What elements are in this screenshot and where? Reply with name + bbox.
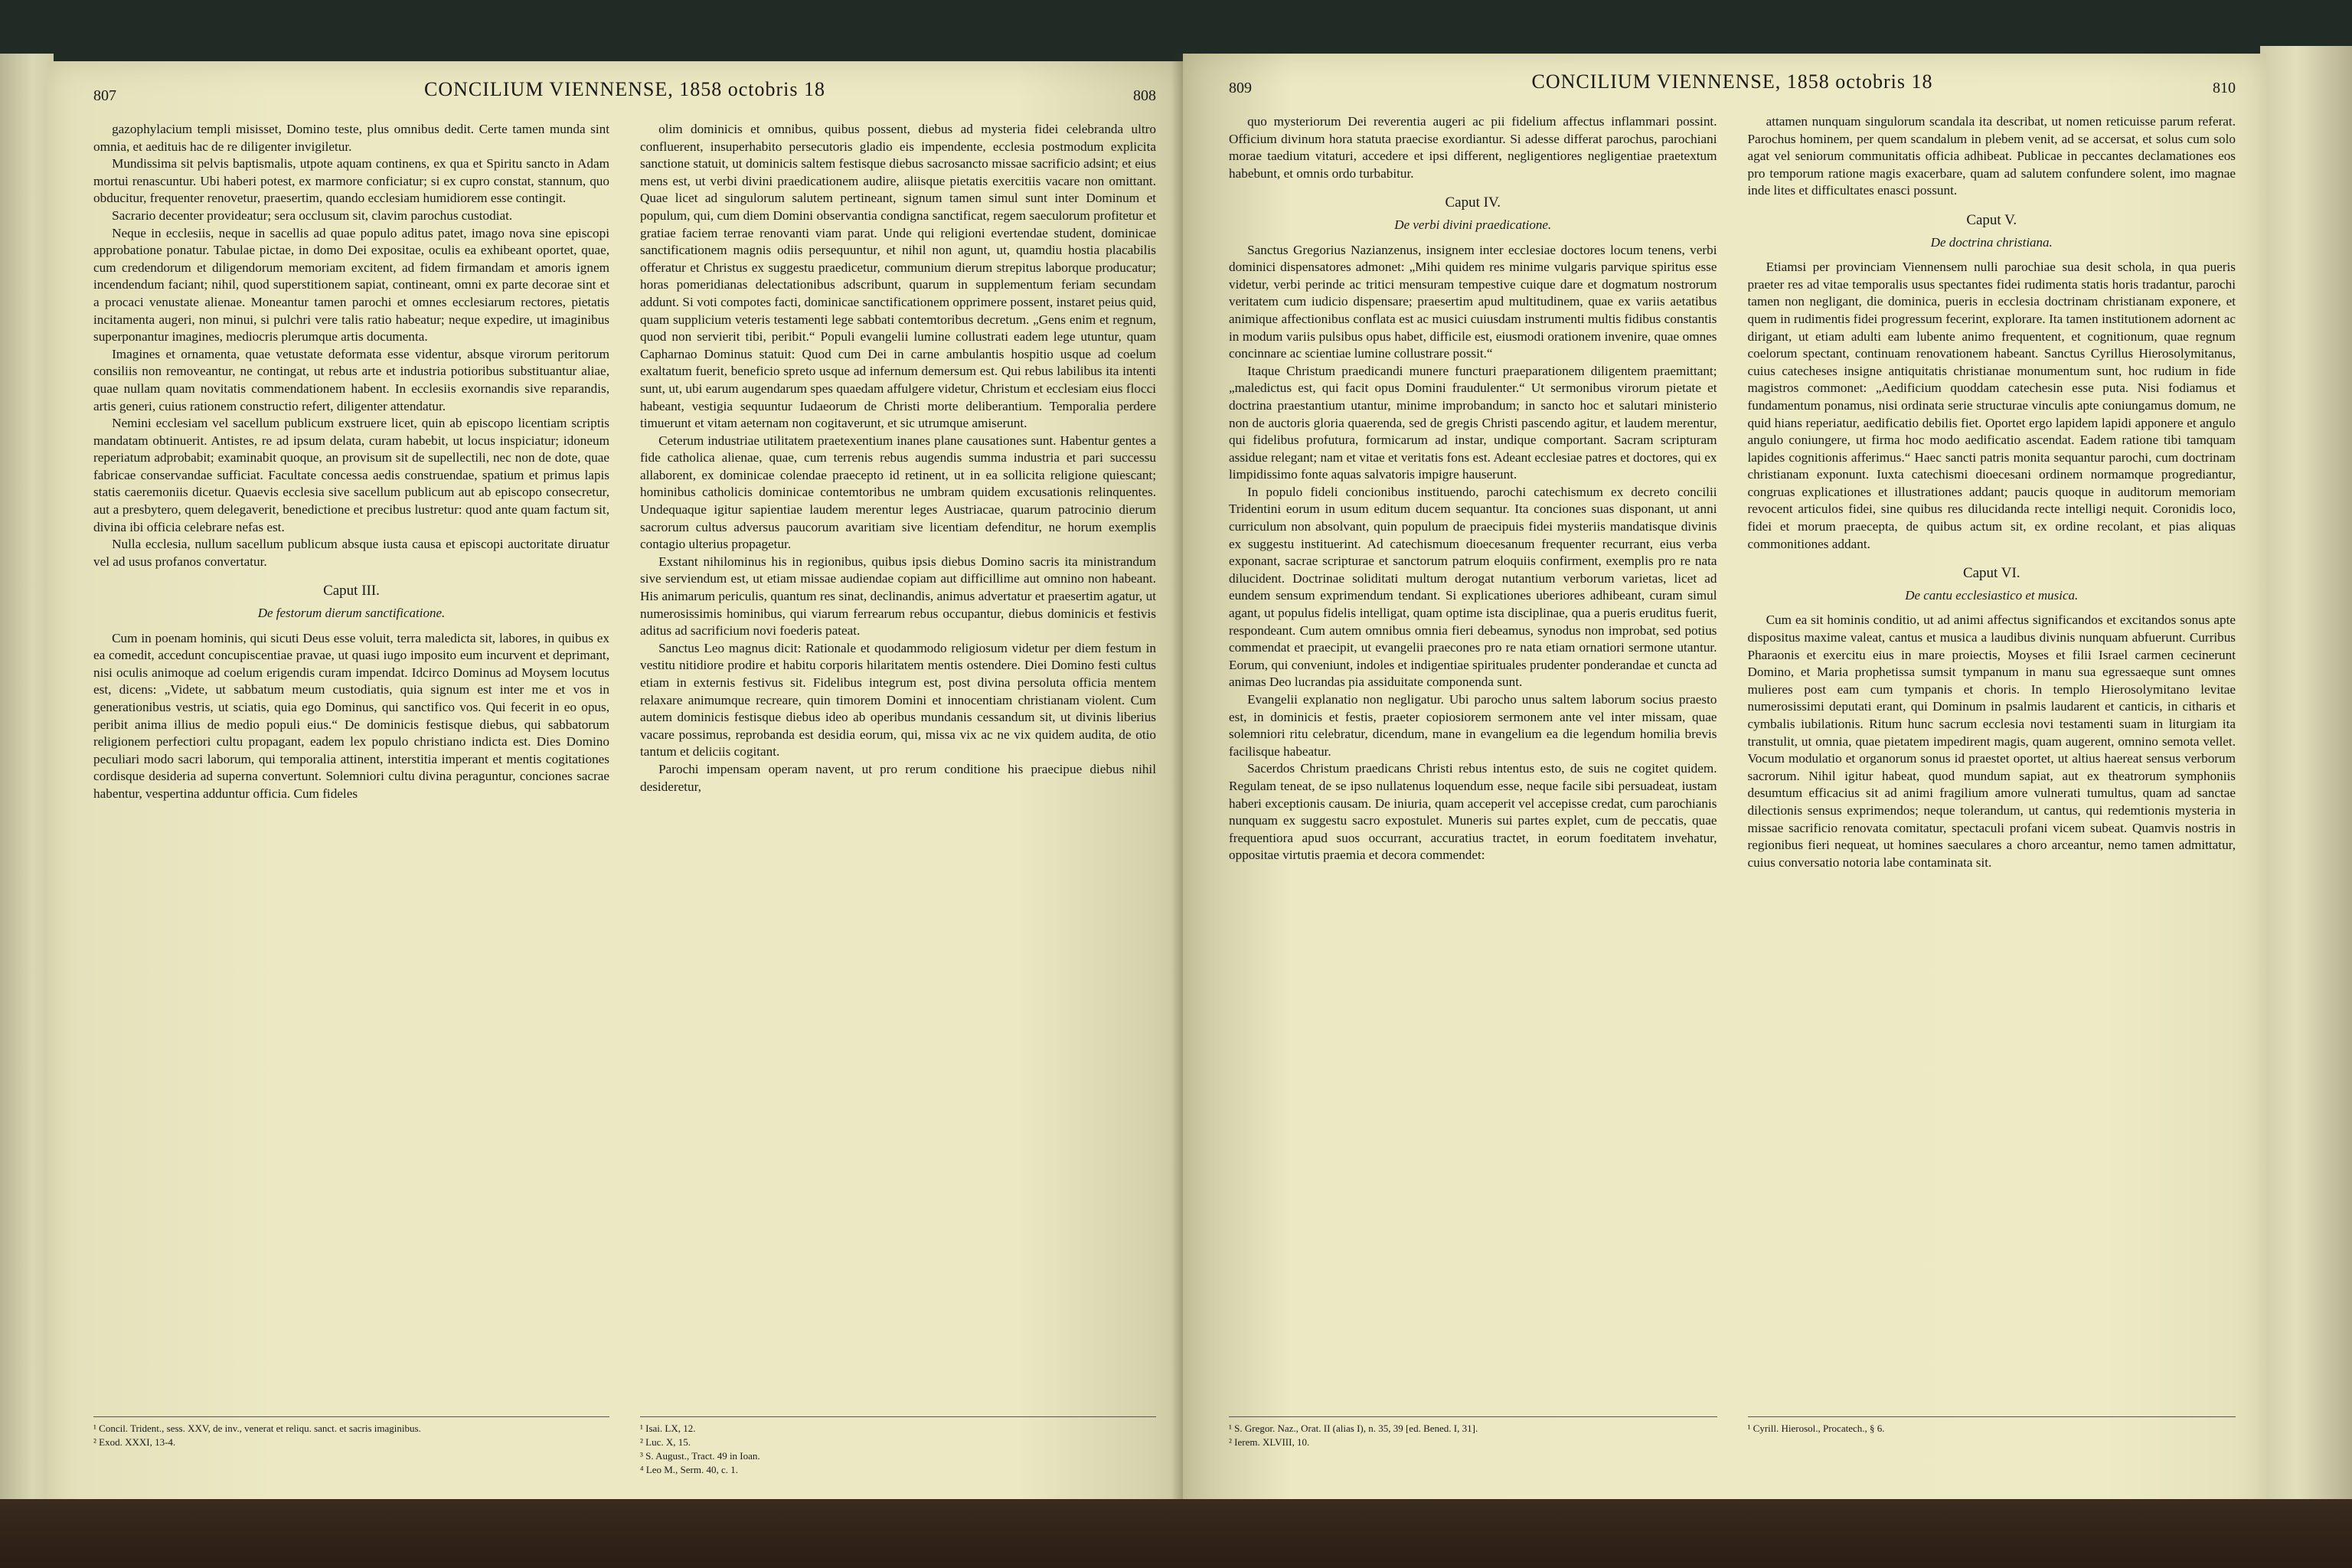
paragraph: Nemini ecclesiam vel sacellum publicum exstruere licet, quin ab episcopo licentiam scriptis mandatam obtinuerit. Antistes, re ad ipsum delata, curam habebit, ut locus inspiciatur; idoneum reperiatum adprobabit; examinabit quoque, an provisum sit de supellectili, nec non de dote, quae fabricae conservandae sufficiat. Facultate concessa aedis construendae, spatium et primus lapis statis caeremoniis dicetur. Quaevis ecclesia sive sacellum publicum aut ab episcopo consecretur, aut a presbytero, quem delegaverit, benedictione et precibus lustretur: quod ante quam factum sit, divina ibi officia celebrare nefas est. [93, 416, 609, 534]
paragraph: Parochi impensam operam navent, ut pro rerum conditione his praecipue diebus nihil desideretur, [640, 761, 1156, 794]
paragraph: Etiamsi per provinciam Viennensem nulli parochiae sua desit schola, in qua pueris praeter res ad vitae temporalis usus spectantes fidei rudimenta statis horis tradantur, parochi tamen non negligant, die dominica, pueris in ecclesia doctrinam christianam exponere, et quem in rudimentis fidei progressum fecerint, explorare. Ita tamen institutionem adornent ac dirigant, ut etiam adulti eam lubente animo frequentent, et cognitionum, quae regnum coelorum spectant, continuam renovationem habeant. Sanctus Cyrillus Hierosolymitanus, cuius catecheses insigne antiquitatis christianae monumentum sunt, hoc rudium in fide magistros commonet: „Aedificium quoddam catechesin esse puta. Nisi fodiamus et fundamentum ponamus, nisi ordinata serie structurae vinculis apte coniungamus domum, ne quid hians reperiatur, aedificatio debilis fiet. Oportet ergo lapidem lapidi apponere et angulo angulo coniungere, ut firma hoc modo aedificatio ascendat. Eadem ratione tibi tamquam lapides cognitionis afferimus.“ Haec sancti patris monita sequantur parochi, cum doctrinam christianam exponunt. Iuxta catechismi dioecesani ordinem normamque progrediantur, congruas explicationes et illustrationes addant; paucis quoque in auditorum memoriam revocent articulos fidei, sine quibus res dilucidanda recte intelligi nequit. Coronidis loco, fidei et morum praecepta, de quibus actum sit, ex ordine recolant, et pias aliquas commonitiones addant. [1747, 260, 2236, 551]
table-surface [0, 1499, 2352, 1568]
paragraph: Mundissima sit pelvis baptismalis, utpote aquam continens, ex qua et Spiritu sancto in Adam mortui renascuntur. Ubi haberi potest, ex marmore conficiatur; si ex cupro constat, stannum, quo obducitur, frequenter renovetur, praesertim, quando ecclesiam humidiorem esse contingit. [93, 156, 609, 206]
paragraph: gazophylacium templi misisset, Domino teste, plus omnibus dedit. Certe tamen munda sint omnia, et aedituis hac de re diligenter invigiletur. [93, 122, 609, 154]
left-page [47, 61, 1187, 1531]
right-page-column-2 [1748, 113, 2236, 1409]
paragraph: Ceterum industriae utilitatem praetexentium inanes plane causationes sunt. Habentur gentes a fide catholica alienae, quae, cum terrenis rebus augendis summa industria et pari successu allaborent, ex dominicae colendae praecepto id retinent, ut in ea sollicita religione quiescant; hominibus catholicis dominicae contemtoribus ne umbram quidem excusationis relinquentes. Undequaque igitur sapientiae laudem merentur leges Austriacae, quarum patrocinio dierum sacrorum cultus adversus paucorum avaritiam sive licentiam defenditur, ne horum exemplis contagio ulterius propagetur. [640, 433, 1156, 552]
paragraph: Itaque Christum praedicandi munere functuri praeparationem diligentem praemittant; „maledictus est, qui facit opus Domini fraudulenter.“ Ut sermonibus virorum pietate et doctrina praestantium utantur, minime improbandum; in sancto hoc et salutari ministerio non de auctoris gloria quaerenda, sed de gregis Christi pascendo agitur, et laudem merentur, qui fidelibus profutura, formicarum ad instar, undique comportant. Sacram scripturam assidue relegant; nam et vitae et veritatis fons est. Adeant ecclesiae patres et doctores, qui ex limpidissimo fonte aquas salvatoris impigre hauserunt. [1229, 363, 1717, 482]
footnote: ¹ Cyrill. Hierosol., Procatech., § 6. [1747, 1423, 1885, 1434]
chapter-subtitle: De doctrina christiana. [1930, 234, 2053, 250]
footnotes-column-1 [1229, 1416, 1717, 1485]
paragraph: Evangelii explanatio non negligatur. Ubi parocho unus saltem laborum socius praesto est, in dominicis et festis, praeter copiosiorem sermonem ante vel inter missam, quae solemniori ritu celebratur, dicendum, mane in evangelium ea die legendum homilia brevis facilisque habeatur. [1229, 692, 1717, 759]
paragraph: olim dominicis et omnibus, quibus possent, diebus ad mysteria fidei celebranda ultro confluerent, insuperhabito persecutoris gladio eis impendente, ecclesia postmodum explicita sanctione statuit, ut dominicis saltem festisque diebus sacrosancto missae sacrificio adsint; et eius mens est, ut verbi divini praedicationem audire, aliisque pietatis exercitiis vacare non omittant. Quae licet ad singulorum salutem pertineant, signum tamen simul sunt inter Dominum et populum, qui, cum diem Domini observantia condigna sanctificat, regem saeculorum profitetur et gratiae faciem terrae renovanti viam parat. Unde qui religioni evertendae student, dominicae sanctificationem magnis odiis persequuntur, et nihil non agunt, ut, quamdiu hostia placabilis offeratur et Christus ex suggestu praedicetur, communium dierum strepitus laborque producatur; horas pomeridianas delectationibus adscribunt, quarum in supplementum feriam secundam addunt. Si voti compotes facti, dominicae sanctificationem opprimere possent, instaret peius quid, quam supplicium veteris testamenti lege sabbati contemtoribus decretum. „Gens enim et regnum, quod non servierit tibi, peribit.“ Populi evangelii lumine collustrati eadem lege utuntur, quam Capharnao Dominus statuit: Quod cum Dei in carne ambulantis hospitio usque ad coelum exaltatum fuerit, beneficio spreto usque ad infernum demersum est. Qui rebus labilibus ita intenti sunt, ut, ubi earum augendarum spes quaedam affulgere videtur, Christum et ecclesiam eius flocci habeant, vestigia sequuntur Iudaeorum de Christi morte deliberantium. Temporalia perdere timuerunt et vitam aeternam non cogitaverunt, et sic utrumque amiserunt. [640, 122, 1156, 431]
book-page-edges-left [0, 54, 54, 1531]
paragraph: Imagines et ornamenta, quae vetustate deformata esse videntur, absque virorum peritorum consiliis non removeantur, ne contingat, ut rebus arte et industria potioribus substituantur aliae, quae nullam quam novitatis commendationem habent. In ecclesiis exornandis sive reparandis, artis generi, cuius rationem constructio refert, diligenter attendatur. [93, 346, 609, 413]
paragraph: Exstant nihilominus his in regionibus, quibus ipsis diebus Domino sacris ita ministrandum sive serviendum est, ut etiam missae audiendae copiam aut difficillime aut omnino non habeant. His animarum periculis, quantum res sinat, declinandis, animus advertatur et praesertim agatur, ut numerosissimis hominibus, qui viarum ferrearum rebus occupantur, diebus dominicis et festivis aditus ad sacrificium novi foederis pateat. [640, 554, 1156, 639]
chapter-subtitle: De festorum dierum sanctificatione. [257, 606, 446, 621]
right-page-footnotes [1229, 1416, 2236, 1485]
paragraph: Cum ea sit hominis conditio, ut ad animi affectus significandos et excitandos sonus apte dispositus maxime valeat, cantus et musica a laudibus divinis nunquam abfuerunt. Curribus Pharaonis et exercitu eius in mare proiectis, Moyses et filii Israel carmen cecinerunt Domino, et Maria prophetissa sumsit tympanum in manu sua egressaeque sunt omnes mulieres post eam cum tympanis et choris. In templo Hierosolymitano levitae numerosissimi deputati erant, qui Dominum in psalmis laudarent et canticis, in citharis et cymbalis iubilationis. Ritum hunc sacrum ecclesia novi testamenti suam in liturgiam ita transtulit, ut omnia, quae pietatem impedirent magis, quam augerent, omnino semota vellet. Vocum modulatio et organorum sonus id praestet oportet, ut altius haereat sensus verborum sacrorum. Nihil igitur habeat, quod mundum sapiat, aut ex theatrorum symphoniis desumtum efficacius sit ad animi fragilium amore vulnerati tumultus, quam ad sanctae dilectionis sensus exprimendos; neque tolerandum, ut cantus, qui redemtionis mysteria in missae sacrificio renovata comitatur, spectaculi profani vicem subeat. Quamvis nostris in regionibus fieri nequeat, ut homines saeculares a choro arceantur, nemo tamen admittatur, cuius conversatio notoria labe contaminata sit. [1747, 612, 2236, 870]
footnotes-column-2 [1748, 1416, 2236, 1485]
right-page-header [1229, 70, 2236, 101]
chapter-heading: Caput IV. [1445, 194, 1501, 211]
page-number-810: 810 [2213, 80, 2236, 96]
paragraph: Neque in ecclesiis, neque in sacellis ad quae populo aditus patet, imago nova sine episcopi approbatione ponatur. Tabulae pictae, in domo Dei expositae, oculis ea exhibeant oportet, quae, cum credendorum et diligendorum memoriam excitent, ad fidem firmandam et amoris ignem incendendum faciant; nihil, quod superstitionem sapiat, contineant, omni ex parte decorae sint et a procaci venustate alienae. Moneantur tamen parochi et omnes ecclesiarum rectores, pietatis incitamenta augeri, non minui, si pulchri vere talis ratio habeatur; neque expedire, ut imaginibus superponantur imagines, mediocris plerumque artis documenta. [93, 225, 609, 345]
book-page-edges-right [2260, 46, 2352, 1524]
left-page-footnotes [93, 1416, 1156, 1485]
footnote: ² Exod. XXXI, 13-4. [93, 1436, 176, 1448]
left-page-columns [93, 121, 1156, 1409]
paragraph: Sacrario decenter provideatur; sera occlusum sit, clavim parochus custodiat. [112, 207, 513, 223]
paragraph: Sacerdos Christum praedicans Christi rebus intentus esto, de suis ne cogitet quidem. Regulam teneat, de se ipso nullatenus loquendum esse, neque facile sibi persuadeat, iustam haberi exceptionis causam. De iniuria, quam acceperit vel accepisse credat, cum parochianis nunquam ex suggestu sacro expostulet. Muneris sui partes explet, cum de peccatis, quae frequentiora apud suos occurrant, accuratius tractet, in eorum foeditatem invehatur, oppositae virtutis praemia et decora commendet: [1229, 761, 1717, 863]
footnotes-column-1 [93, 1416, 609, 1485]
chapter-subtitle: De verbi divini praedicatione. [1394, 217, 1552, 232]
paragraph: Cum in poenam hominis, qui sicuti Deus esse voluit, terra maledicta sit, labores, in quibus ex ea comedit, accedunt concupiscentiae pravae, ut quasi iugo imposito eum incurvent et deprimant, nisi oculis animoque ad coelum erigendis curam impendat. Idcirco Dominus ad Moysem locutus est, dicens: „Videte, ut sabbatum meum custodiatis, quia signum est inter me et vos in generationibus vestris, ut sciatis, quia ego Dominus, qui sanctifico vos. Qui fecerit in eo opus, peribit anima illius de medio populi eius.“ De dominicis festisque diebus, qui sabbatorum religionem perfectiori cultu propagant, eadem lex populo christiano indicta est. Dies Domino peculiari modo sacri laborum, qui temporalia attinent, interstitia imperant et mentis cogitationes cordisque desideria ad superna convertunt. Solemniori cultu divina peraguntur, conciones sacrae habentur, vespertina adduntur officia. Cum fideles [93, 630, 609, 801]
footnote: ¹ S. Gregor. Naz., Orat. II (alias I), n. 35, 39 [ed. Bened. I, 31]. [1229, 1423, 1478, 1434]
left-page-header [93, 78, 1156, 109]
paragraph: quo mysteriorum Dei reverentia augeri ac pii fidelium affectus inflammari possint. Officium divinum hora statuta praecise exordiantur. Si adesse differat parochus, parochiani morae taedium vitaturi, accedere et ipsi different, negligentiores negligentiae praetextum habebunt, et omnis ordo turbabitur. [1229, 114, 1717, 181]
paragraph: Sanctus Leo magnus dicit: Rationale et quodammodo religiosum videtur per diem festum in vestitu nitidiore prodire et habitu corporis hilaritatem mentis ostendere. Diei Domino festi cultus etiam in externis festivus sit. Fidelibus integrum est, post divina persoluta officia mentem relaxare animumque recreare, quin timorem Domini et innocentiam christianam violent. Cum autem dominicis festisque diebus ideo ab operibus mundanis cessandum sit, ut divinis liberius vacare possimus, reprobanda est desidia eorum, qui, missa vix ac ne vix quidem audita, de otio tantum et deliciis cogitant. [640, 640, 1156, 760]
paragraph: Sanctus Gregorius Nazianzenus, insignem inter ecclesiae doctores locum tenens, verbi dominici dispensatores admonet: „Mihi quidem res minime vulgaris parvique spiritus esse videtur, verbi perinde ac tritici mensuram tempestive cuique dare et dogmatum nostrorum veritatem cum iudicio dispensare; praesertim apud multitudinem, quae ex variis aetatibus animique affectionibus conflata est ac musici cuiusdam instrumenti multis fidibus constantis in modum variis pulsibus opus habet, difficile est, eiusmodi orationem invenire, quae omnes concinnare ac scientiae lumine collustrare possit.“ [1229, 242, 1717, 361]
left-page-column-2 [640, 121, 1156, 1409]
chapter-subtitle: De cantu ecclesiastico et musica. [1905, 587, 2079, 603]
left-page-column-1 [93, 121, 609, 1409]
footnote: ² Luc. X, 15. [640, 1436, 691, 1448]
chapter-heading: Caput V. [1966, 211, 2017, 228]
right-page-column-1 [1229, 113, 1717, 1409]
right-page [1183, 54, 2266, 1531]
running-title-left: CONCILIUM VIENNENSE, 1858 octobris 18 [424, 78, 825, 100]
paragraph: attamen nunquam singulorum scandala ita describat, ut nomen reticuisse parum referat. Parochus hominem, per quem scandalum in plebem venit, ad se accersat, et solus cum solo agat vel seniorum communitatis officia adhibeat. Publicae in peccantes declamationes eos pro temporum ratione magis exacerbare, quam ad salutem confundere solent, imo magnae inde lites et difficultates enasci possunt. [1747, 114, 2236, 198]
paragraph: Nulla ecclesia, nullum sacellum publicum absque iusta causa et episcopi auctoritate diruatur vel ad usus profanos convertatur. [93, 537, 609, 569]
footnote: ³ S. August., Tract. 49 in Ioan. [640, 1450, 760, 1462]
footnote: ² Ierem. XLVIII, 10. [1229, 1436, 1310, 1448]
page-number-807: 807 [93, 87, 116, 104]
page-number-809: 809 [1229, 80, 1252, 96]
footnote: ⁴ Leo M., Serm. 40, c. 1. [640, 1464, 739, 1475]
footnote: ¹ Isai. LX, 12. [640, 1423, 696, 1434]
chapter-heading: Caput III. [323, 583, 380, 599]
chapter-heading: Caput VI. [1962, 565, 2020, 582]
footnote: ¹ Concil. Trident., sess. XXV, de inv., venerat et reliqu. sanct. et sacris imaginibus. [93, 1423, 421, 1434]
page-number-808: 808 [1133, 87, 1156, 104]
paragraph: In populo fideli concionibus instituendo, parochi catechismum ex decreto concilii Tridentini eorum in usum editum ducem sequantur. Ita conciones suas disponant, ut anni curriculum non absolvant, quin populum de praecipuis fidei mysteriis mandatisque divinis ex suggestu instituerint. Ad catechismum dioecesanum frequenter recurrant, eius verba exponant, sacrae scripturae et sanctorum patrum eloquiis confirment, exemplis pro re nata dilucident. Doctrinae soliditati multum derogat nutantium verborum varietas, licet ad eundem sensum exprimendum tendant. Si explicationes uberiores adhibeant, curam simul agant, ut populus fidelis intelligat, quam optime ista disciplinae, qua a pueris eruditus fuerit, respondeant. Cum autem omnibus omnia fieri debeamus, synodus non improbat, sed potius commendat et praecipit, ut evangelii praecones pro re nata etiam ornatiori sermone utantur. Eorum, qui conveniunt, indoles et indigentiae spirituales prudenter ponderandae et cuncta ad animas Deo lucrandas pia assiduitate componenda sunt. [1229, 484, 1717, 690]
right-page-columns [1229, 113, 2236, 1409]
running-title-right: CONCILIUM VIENNENSE, 1858 octobris 18 [1531, 70, 1933, 93]
footnotes-column-2 [640, 1416, 1156, 1485]
